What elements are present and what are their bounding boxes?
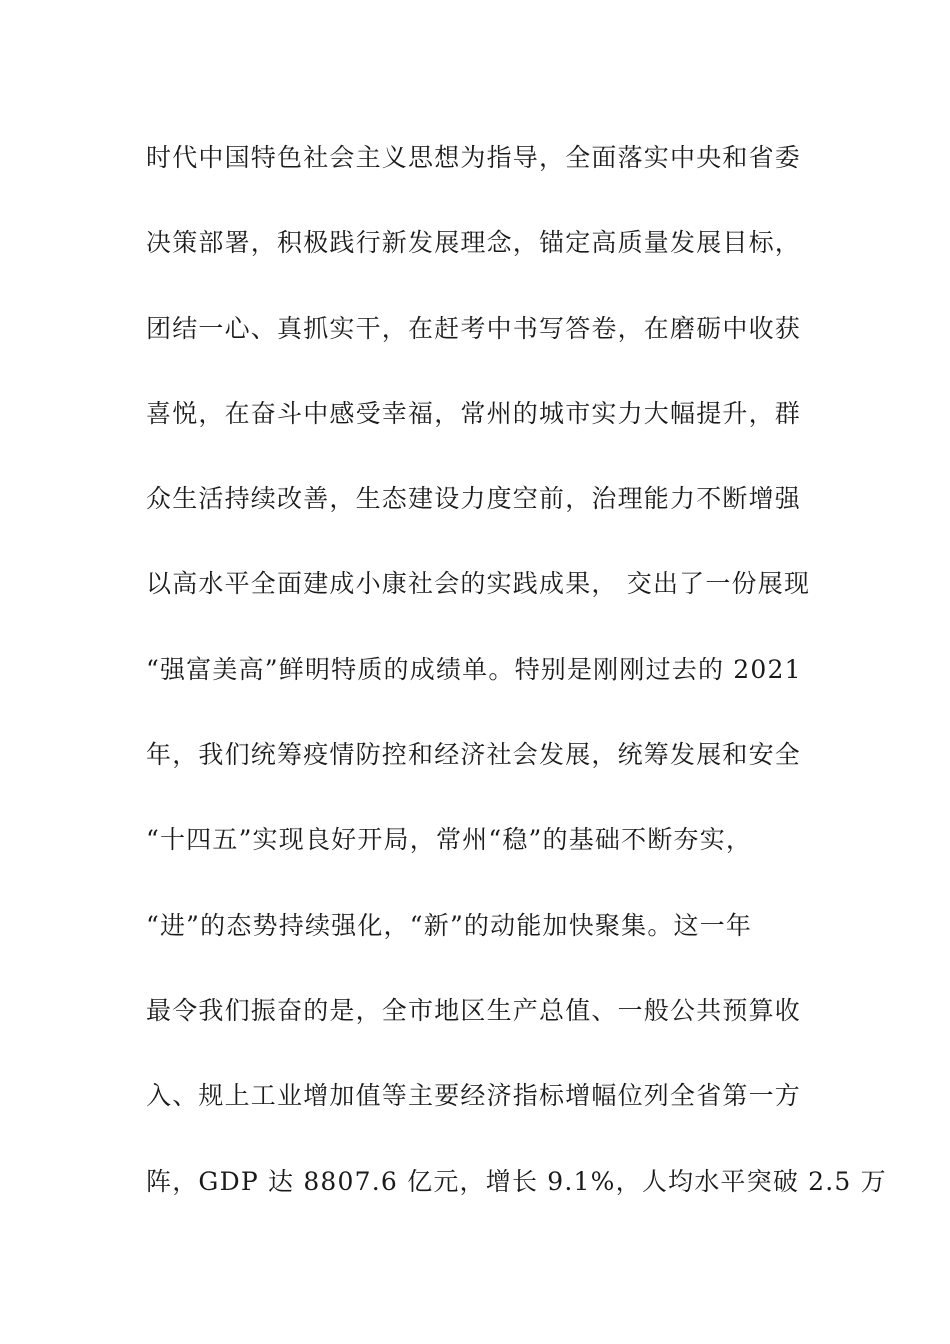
text-line: 喜悦，在奋斗中感受幸福，常州的城市实力大幅提升，群 [146,398,802,428]
text-line: “十四五”实现良好开局，常州“稳”的基础不断夯实， [146,825,753,855]
text-line: 年，我们统筹疫情防控和经济社会发展，统筹发展和安全 [146,740,802,770]
text-line: 时代中国特色社会主义思想为指导，全面落实中央和省委 [146,143,802,172]
text-line: 众生活持续改善，生态建设力度空前，治理能力不断增强 [146,484,802,514]
text-line: 最令我们振奋的是，全市地区生产总值、一般公共预算收 [146,995,802,1025]
text-line: 入、规上工业增加值等主要经济指标增幅位列全省第一方 [146,1081,802,1111]
text-line: “强富美高”鲜明特质的成绩单。特别是刚刚过去的 2021 [146,654,802,684]
text-line: “进”的态势持续强化，“新”的动能加快聚集。这一年 [146,910,753,940]
text-line: 团结一心、真抓实干，在赶考中书写答卷，在磨砺中收获 [146,313,802,343]
text-line: 阵，GDP 达 8807.6 亿元，增长 9.1%，人均水平突破 2.5 万 [146,1166,887,1196]
body-text [146,132,887,1241]
text-line: 以高水平全面建成小康社会的实践成果， 交出了一份展现 [146,569,811,599]
text-line: 决策部署，积极践行新发展理念，锚定高质量发展目标， [146,228,802,258]
